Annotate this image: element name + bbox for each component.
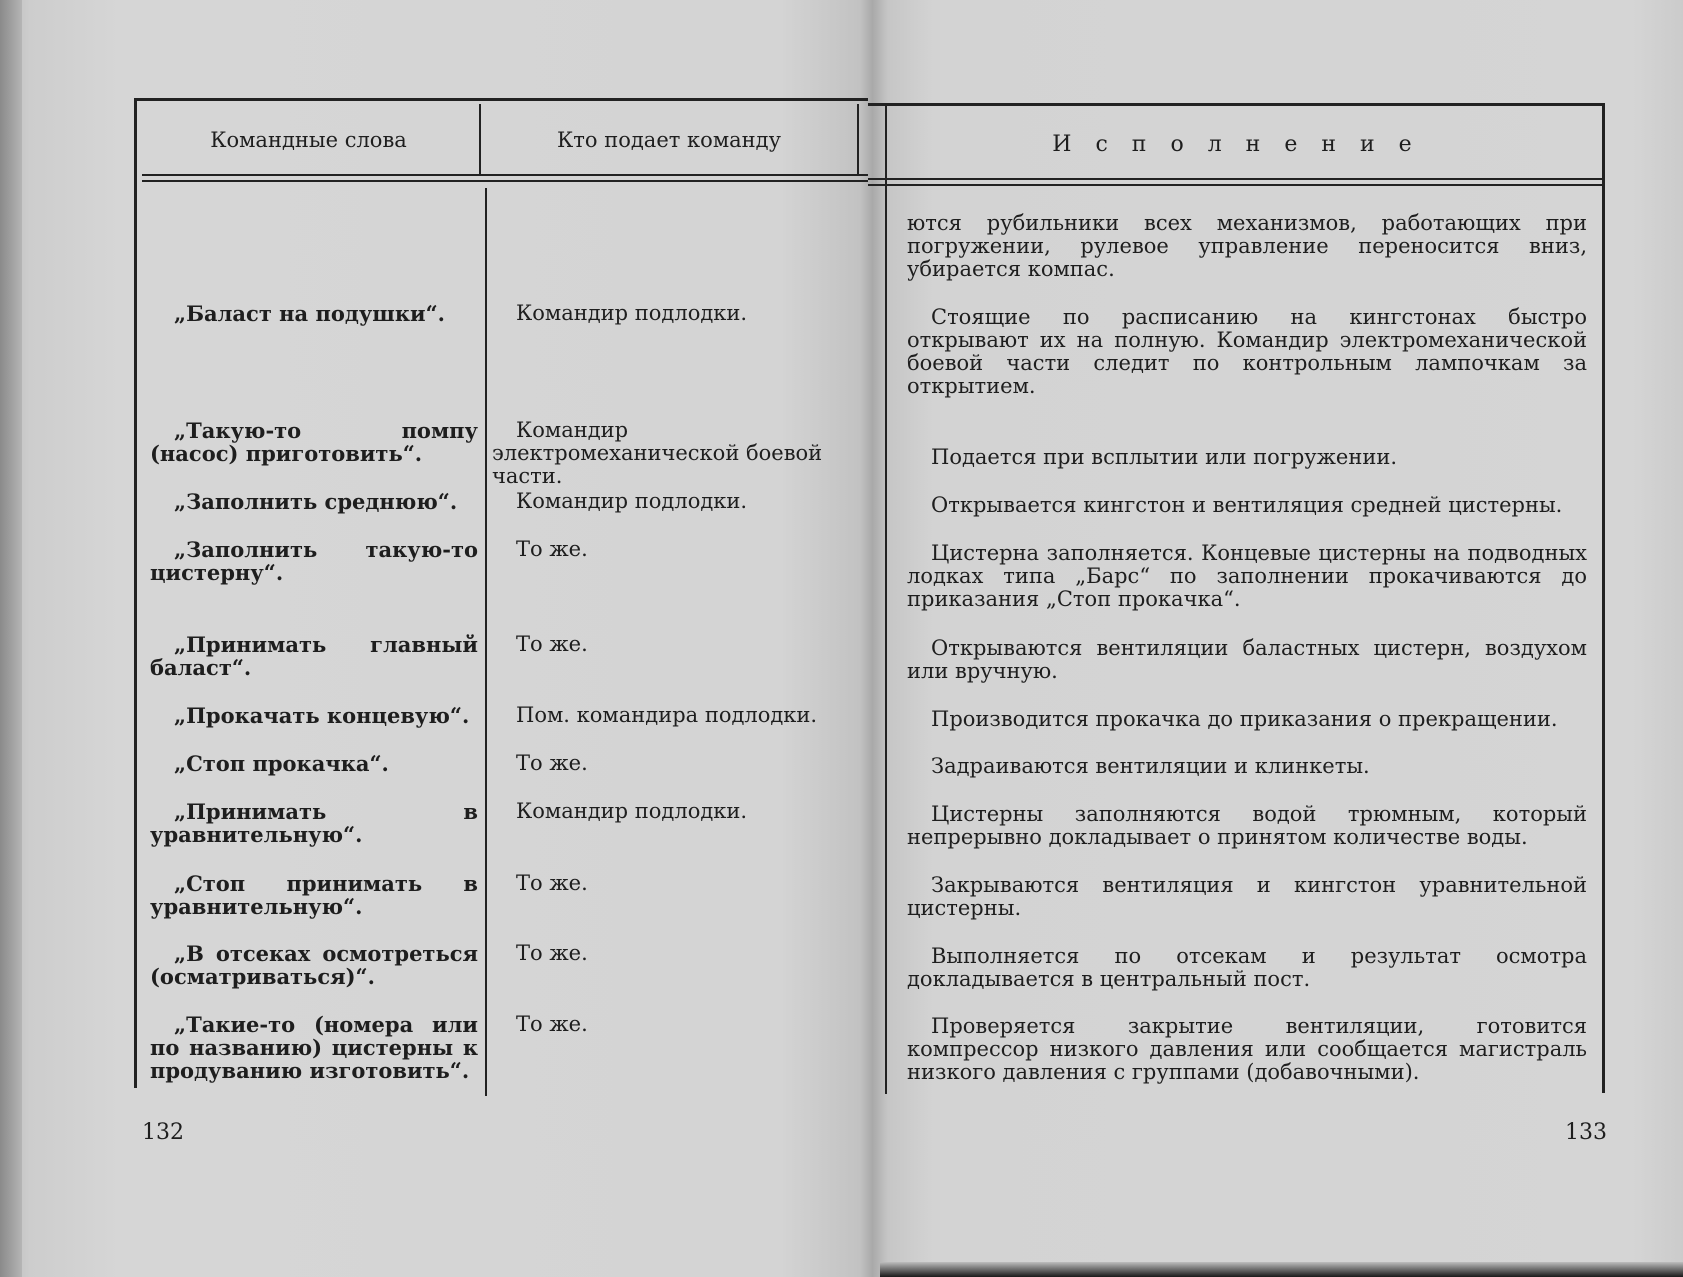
command-word: „Принимать главный баласт“. bbox=[150, 632, 478, 680]
execution: Подается при всплытии или погружении. bbox=[931, 445, 1398, 469]
commander: Командир подлодки. bbox=[516, 799, 748, 823]
column-divider-3 bbox=[885, 106, 887, 1094]
commander: Пом. командира подлодки. bbox=[516, 703, 818, 727]
continuation-text: ются рубильники всех механизмов, работающих при погружении, рулевое управление переносится вниз, убирается компас. bbox=[907, 211, 1587, 281]
command-word: „Заполнить такую-то цистерну“. bbox=[150, 537, 478, 585]
execution: Производится прокачка до приказания о прекращении. bbox=[931, 707, 1558, 731]
execution: Выполняется по отсекам и результат осмотра докладывается в центральный пост. bbox=[907, 944, 1587, 991]
page-number-left: 132 bbox=[142, 1120, 184, 1145]
table-left-border bbox=[134, 98, 137, 1088]
execution: Открываются вентиляции баластных цистерн, воздухом или вручную. bbox=[907, 636, 1587, 683]
command-word: „Стоп принимать в уравнительную“. bbox=[150, 871, 478, 919]
commander: Командир электромеханической боевой части. bbox=[492, 418, 823, 488]
commander: Командир подлодки. bbox=[516, 301, 748, 325]
header-execution: Исполнение bbox=[1052, 132, 1436, 157]
command-word: „В отсеках осмотреться (осматриваться)“. bbox=[150, 941, 478, 989]
command-word: „Стоп прокачка“. bbox=[174, 751, 389, 776]
command-word: „Такие-то (номера или по названию) цистерны к продуванию изготовить“. bbox=[150, 1012, 478, 1083]
column-divider-1 bbox=[479, 104, 481, 174]
execution: Цистерна заполняется. Концевые цистерны на подводных лодках типа „Барс“ по заполнении прокачиваются до приказания „Стоп прокачка“. bbox=[907, 541, 1587, 611]
execution: Проверяется закрытие вентиляции, готовится компрессор низкого давления или сообщается магистраль низкого давления с группами (добавочными). bbox=[907, 1014, 1587, 1084]
commander: То же. bbox=[516, 632, 588, 656]
command-word: „Заполнить среднюю“. bbox=[174, 489, 458, 514]
table-top-rule-left bbox=[134, 98, 868, 101]
execution: Задраиваются вентиляции и клинкеты. bbox=[931, 754, 1370, 778]
command-word: „Прокачать концевую“. bbox=[174, 703, 470, 728]
header-rule-2-left bbox=[142, 180, 868, 182]
header-who-commands: Кто подает команду bbox=[557, 128, 781, 152]
commander: То же. bbox=[516, 537, 588, 561]
commander: То же. bbox=[516, 751, 588, 775]
table-right-border bbox=[1602, 103, 1605, 1093]
execution: Закрываются вентиляция и кингстон уравнительной цистерны. bbox=[907, 873, 1587, 920]
column-divider-1-body bbox=[485, 188, 487, 1096]
book-bottom-edge bbox=[880, 1262, 1683, 1277]
commander: То же. bbox=[516, 1012, 588, 1036]
commander: Командир подлодки. bbox=[516, 489, 748, 513]
table-top-rule-right bbox=[868, 103, 1605, 106]
header-rule-1-right bbox=[868, 178, 1603, 180]
header-command-words: Командные слова bbox=[210, 128, 407, 152]
header-rule-1-left bbox=[142, 174, 868, 176]
book-edge bbox=[0, 0, 22, 1277]
header-rule-2-right bbox=[868, 184, 1603, 186]
execution: Открывается кингстон и вентиляция средней цистерны. bbox=[931, 493, 1563, 517]
command-word: „Баласт на подушки“. bbox=[174, 301, 445, 326]
execution: Цистерны заполняются водой трюмным, который непрерывно докладывает о принятом количестве воды. bbox=[907, 802, 1587, 849]
column-divider-2 bbox=[857, 104, 859, 174]
commander: То же. bbox=[516, 871, 588, 895]
execution: Стоящие по расписанию на кингстонах быстро открывают их на полную. Командир электромеханической боевой части следит по контрольным лампочкам за открытием. bbox=[907, 305, 1587, 398]
commander: То же. bbox=[516, 941, 588, 965]
command-word: „Такую-то помпу (насос) приготовить“. bbox=[150, 418, 478, 466]
command-word: „Принимать в уравнительную“. bbox=[150, 799, 478, 847]
page-number-right: 133 bbox=[1565, 1120, 1607, 1145]
